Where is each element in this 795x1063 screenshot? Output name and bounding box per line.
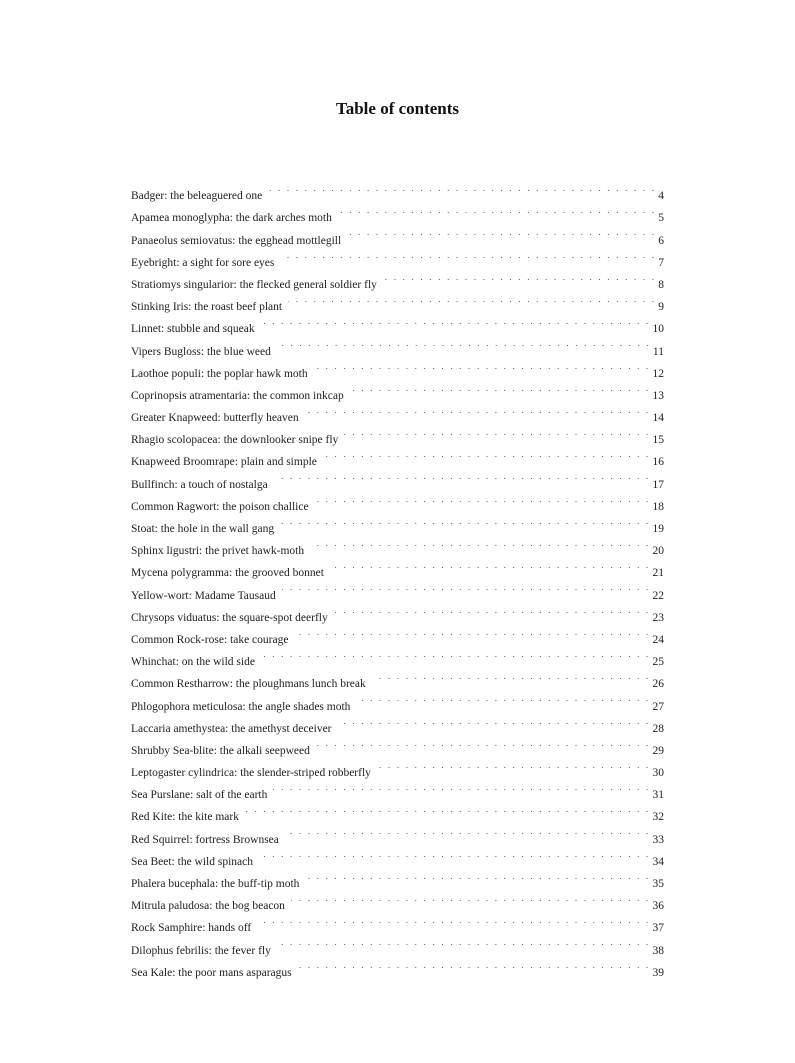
toc-entry-page: 37: [652, 922, 664, 935]
toc-entry-page: 10: [652, 323, 664, 336]
toc-dot-leader: [334, 599, 651, 621]
toc-dot-leader: [305, 865, 650, 887]
toc-entry-label: Bullfinch: a touch of nostalga: [131, 478, 268, 491]
toc-entry-page: 27: [652, 700, 664, 713]
toc-entry-label: Panaeolus semiovatus: the egghead mottlegill: [131, 234, 342, 247]
toc-dot-leader: [372, 665, 651, 687]
toc-entry-label: Common Restharrow: the ploughmans lunch break: [131, 678, 366, 691]
toc-dot-leader: [330, 554, 651, 576]
toc-dot-leader: [356, 687, 650, 709]
toc-entry-label: Rock Samphire: hands off: [131, 922, 252, 935]
toc-entry-label: Vipers Bugloss: the blue weed: [131, 345, 271, 358]
toc-entry-page: 12: [652, 367, 664, 380]
toc-entry-label: Phlogophora meticulosa: the angle shades moth: [131, 700, 351, 713]
toc-entry-page: 38: [652, 944, 664, 957]
toc-dot-leader: [257, 909, 650, 931]
toc-dot-leader: [261, 643, 651, 665]
toc-entry-page: 17: [652, 478, 664, 491]
toc-entry-label: Badger: the beleaguered one: [131, 190, 263, 203]
toc-entry-page: 7: [658, 256, 664, 269]
toc-entry-page: 33: [652, 833, 664, 846]
toc-entry-label: Mitrula paludosa: the bog beacon: [131, 900, 285, 913]
toc-entry-page: 13: [652, 389, 664, 402]
toc-entry-page: 21: [652, 567, 664, 580]
toc-entry-page: 18: [652, 500, 664, 513]
toc-dot-leader: [277, 931, 651, 953]
toc-entry-page: 15: [652, 434, 664, 447]
toc-entry-label: Leptogaster cylindrica: the slender-striped robberfly: [131, 767, 371, 780]
toc-dot-leader: [383, 266, 656, 288]
toc-entry-label: Whinchat: on the wild side: [131, 656, 255, 669]
toc-entry-page: 23: [652, 611, 664, 624]
toc-entry-page: 22: [652, 589, 664, 602]
toc-entry-page: 11: [652, 345, 664, 358]
toc-dot-leader: [294, 621, 650, 643]
toc-dot-leader: [259, 843, 651, 865]
toc-entry[interactable]: [131, 177, 664, 203]
toc-entry-label: Stoat: the hole in the wall gang: [131, 523, 275, 535]
toc-dot-leader: [273, 776, 650, 798]
toc-dot-leader: [288, 288, 656, 310]
toc-entry-page: 9: [658, 301, 664, 314]
toc-entry-label: Sea Beet: the wild spinach: [131, 855, 253, 868]
toc-dot-leader: [291, 887, 651, 909]
toc-entry-page: 29: [652, 744, 664, 757]
toc-dot-leader: [261, 310, 651, 332]
toc-entry-page: 6: [658, 234, 664, 247]
toc-dot-leader: [323, 443, 651, 465]
toc-entry-label: Sea Kale: the poor mans asparagus: [131, 966, 292, 979]
page-title: Table of contents: [335, 99, 460, 118]
toc-entry-page: 31: [652, 789, 664, 802]
toc-entry-label: Laccaria amethystea: the amethyst deceiver: [131, 722, 332, 735]
toc-list: [131, 177, 664, 979]
toc-dot-leader: [316, 732, 651, 754]
toc-entry-label: Stinking Iris: the roast beef plant: [131, 301, 283, 314]
toc-entry-label: Mycena polygramma: the grooved bonnet: [131, 567, 324, 580]
toc-entry-label: Coprinopsis atramentaria: the common inkcap: [131, 389, 344, 402]
toc-entry-page: 24: [652, 633, 664, 646]
toc-dot-leader: [338, 199, 656, 221]
toc-dot-leader: [298, 954, 651, 976]
toc-dot-leader: [310, 532, 650, 554]
toc-entry-label: Sea Purslane: salt of the earth: [131, 789, 268, 802]
toc-dot-leader: [280, 510, 650, 532]
toc-entry-page: 30: [652, 767, 664, 780]
toc-entry-label: Sphinx ligustri: the privet hawk-moth: [131, 545, 305, 558]
toc-dot-leader: [280, 244, 656, 266]
toc-entry-page: 16: [652, 456, 664, 469]
toc-dot-leader: [347, 221, 656, 243]
toc-entry-label: Red Kite: the kite mark: [131, 811, 239, 824]
toc-entry-page: 28: [652, 722, 664, 735]
toc-entry-label: Laothoe populi: the poplar hawk moth: [131, 367, 308, 380]
toc-entry-label: Phalera bucephala: the buff-tip moth: [131, 878, 300, 890]
toc-entry-page: 26: [652, 678, 664, 691]
toc-entry-page: 36: [652, 900, 664, 913]
toc-entry-page: 34: [652, 855, 664, 868]
toc-dot-leader: [274, 465, 651, 487]
toc-dot-leader: [277, 332, 651, 354]
toc-dot-leader: [282, 576, 651, 598]
toc-entry-label: Yellow-wort: Madame Tausaud: [131, 589, 276, 602]
toc-dot-leader: [315, 488, 651, 510]
toc-entry-label: Greater Knapweed: butterfly heaven: [131, 412, 299, 425]
toc-entry-page: 14: [652, 412, 664, 425]
toc-dot-leader: [305, 399, 651, 421]
toc-entry-page: 39: [652, 966, 664, 979]
toc-entry-label: Apamea monoglypha: the dark arches moth: [131, 212, 332, 225]
toc-entry-label: Red Squirrel: fortress Brownsea: [131, 833, 279, 846]
toc-entry-label: Eyebright: a sight for sore eyes: [131, 256, 275, 269]
toc-entry-page: 8: [658, 278, 664, 291]
toc-dot-leader: [344, 421, 650, 443]
toc-dot-leader: [377, 754, 651, 776]
toc-dot-leader: [338, 710, 651, 732]
toc-entry-page: 25: [652, 656, 664, 669]
toc-dot-leader: [314, 355, 651, 377]
toc-entry-label: Rhagio scolopacea: the downlooker snipe fly: [131, 434, 339, 447]
toc-entry-label: Common Rock-rose: take courage: [131, 633, 289, 646]
toc-entry-label: Shrubby Sea-blite: the alkali seepweed: [131, 744, 310, 757]
toc-entry-page: 5: [658, 212, 664, 225]
toc-entry-label: Knapweed Broomrape: plain and simple: [131, 456, 317, 469]
toc-dot-leader: [245, 798, 651, 820]
toc-entry-page: 20: [652, 545, 664, 558]
toc-entry-page: 4: [658, 190, 664, 203]
toc-entry-page: 35: [652, 878, 664, 890]
toc-entry-label: Chrysops viduatus: the square-spot deerfly: [131, 611, 328, 624]
toc-dot-leader: [350, 377, 651, 399]
toc-entry-page: 19: [652, 523, 664, 535]
toc-entry-label: Stratiomys singularior: the flecked general soldier fly: [131, 278, 377, 291]
toc-entry-page: 32: [652, 811, 664, 824]
toc-entry-label: Common Ragwort: the poison challice: [131, 500, 309, 513]
toc-dot-leader: [268, 177, 656, 199]
toc-entry-label: Linnet: stubble and squeak: [131, 323, 255, 336]
toc-entry-label: Dilophus febrilis: the fever fly: [131, 944, 271, 957]
toc-dot-leader: [285, 820, 651, 842]
